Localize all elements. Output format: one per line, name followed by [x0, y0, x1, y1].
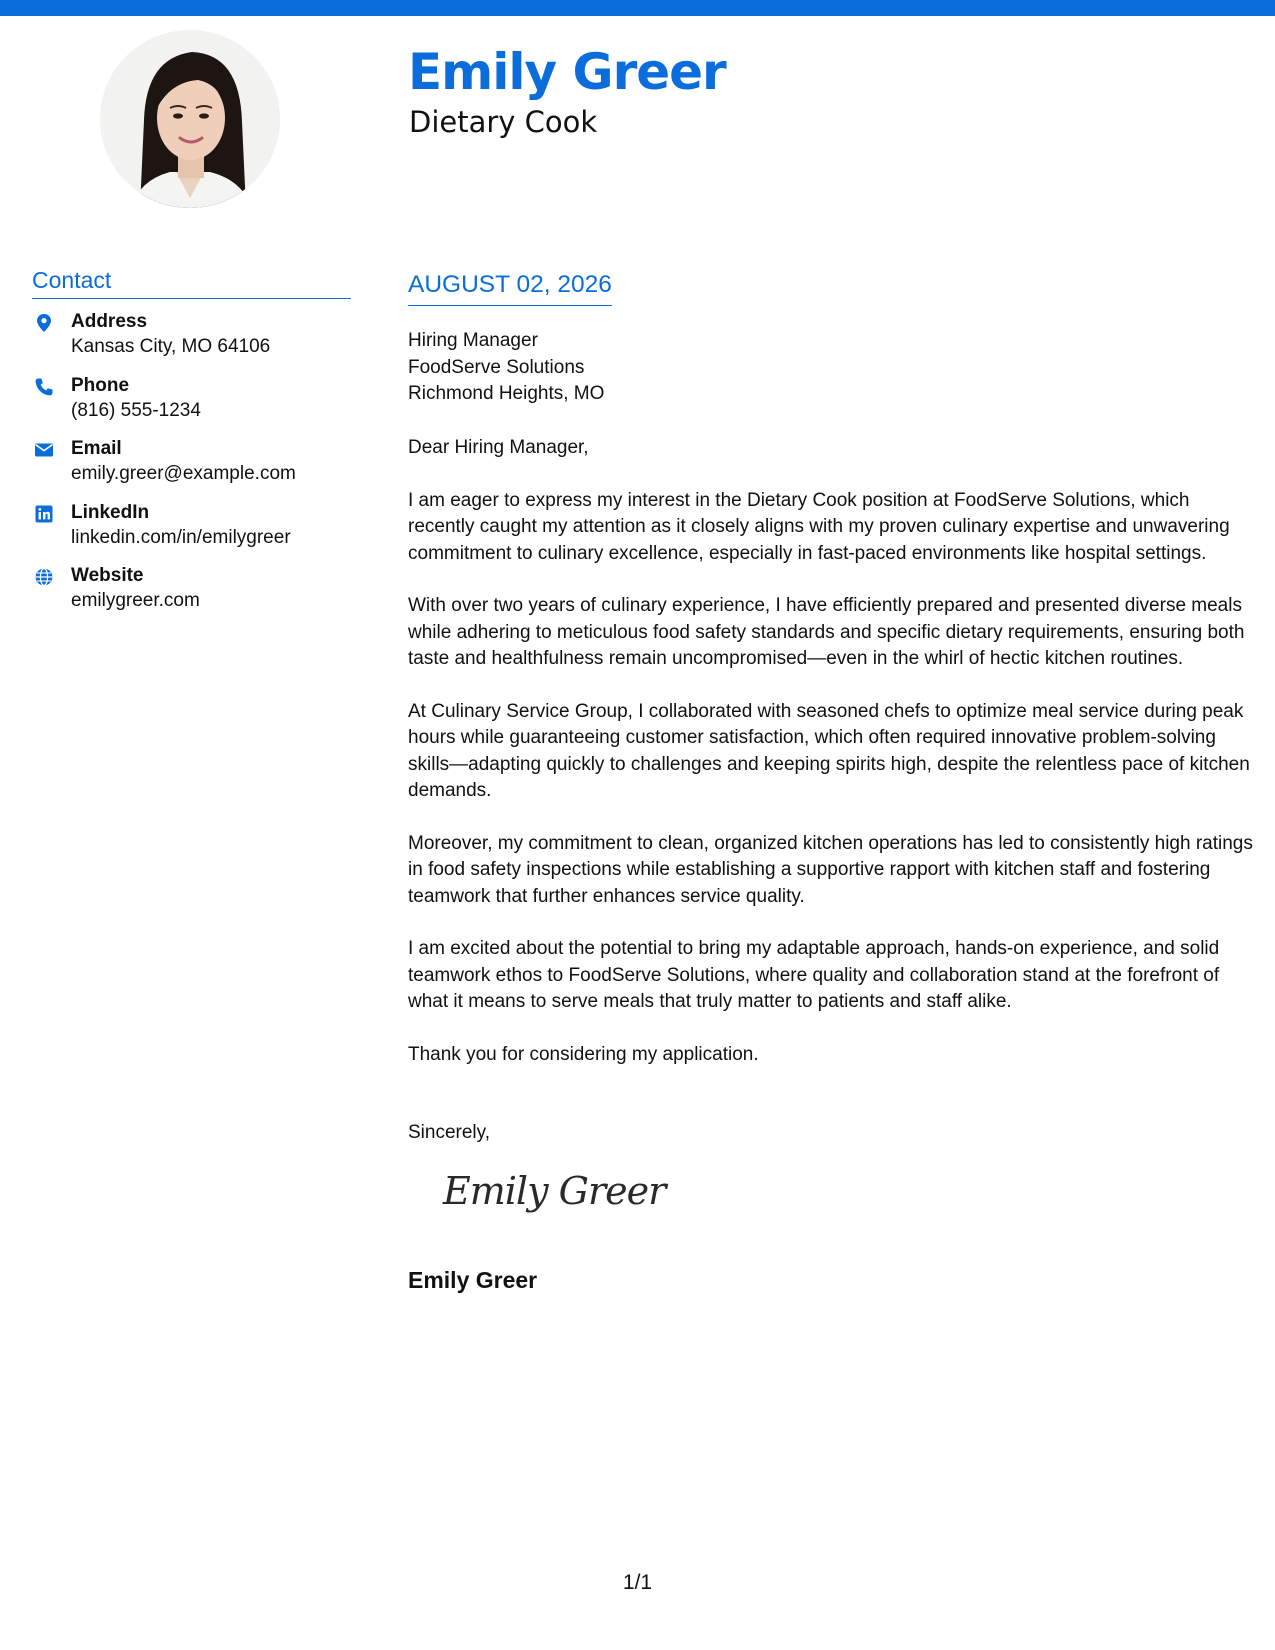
body-paragraph: Thank you for considering my application. — [408, 1043, 759, 1065]
contact-item-address — [32, 310, 351, 374]
contact-item-linkedin — [32, 501, 351, 565]
salutation: Dear Hiring Manager, — [408, 437, 589, 458]
candidate-name: Emily Greer — [408, 43, 726, 101]
map-pin-icon — [34, 313, 54, 333]
closing: Sincerely, — [408, 1122, 491, 1143]
globe-icon — [34, 567, 54, 587]
recipient-line: FoodServe Solutions — [408, 356, 585, 378]
body-paragraph: Moreover, my commitment to clean, organized kitchen operations has led to consistently high ratings in food safety inspections while establishing a supportive rapport with kitchen staff and fostering teamwork that further enhances service quality. — [408, 832, 1253, 907]
letter-date: AUGUST 02, 2026 — [408, 270, 612, 306]
recipient-block — [408, 328, 604, 408]
email-icon — [34, 440, 54, 460]
body-paragraph: At Culinary Service Group, I collaborated with seasoned chefs to optimize meal service during peak hours while guaranteeing customer satisfaction, which often required innovative problem-solving skills—adapting quickly to challenges and keeping spirits high, despite the relentless pace of kitchen demands. — [408, 700, 1250, 801]
contact-label: Email — [71, 438, 122, 459]
profile-photo — [100, 30, 280, 208]
recipient-line: Hiring Manager — [408, 330, 538, 351]
top-accent-bar — [0, 0, 1275, 16]
contact-item-website — [32, 564, 351, 628]
contact-item-email — [32, 437, 351, 501]
body-paragraph: With over two years of culinary experience, I have efficiently prepared and presented diverse meals while adhering to meticulous food safety standards and specific dietary requirements, ensuring both taste and healthfulness remain uncompromised—even in the whirl of hectic kitchen routines. — [408, 595, 1245, 669]
address-value: Kansas City, MO 64106 — [71, 336, 271, 357]
phone-icon — [34, 377, 54, 397]
website-value[interactable]: emilygreer.com — [71, 590, 200, 611]
body-paragraph: I am eager to express my interest in the Dietary Cook position at FoodServe Solutions, which recently caught my attention as it closely aligns with my proven culinary expertise and unwavering commitment to culinary excellence, especially in fast-paced environments like hospital settings. — [408, 489, 1230, 564]
email-value[interactable]: emily.greer@example.com — [71, 463, 296, 484]
letter-body — [408, 435, 1253, 1094]
contact-label: Address — [71, 311, 148, 332]
contact-heading: Contact — [32, 266, 351, 299]
contact-item-phone — [32, 374, 351, 438]
body-paragraph: I am excited about the potential to bring my adaptable approach, hands-on experience, and solid teamwork ethos to FoodServe Solutions, where quality and collaboration stand at the forefront of what it means to serve meals that truly matter to patients and staff alike. — [408, 938, 1220, 1012]
contact-label: Website — [71, 565, 144, 586]
page-number: 1/1 — [622, 1571, 653, 1594]
linkedin-value[interactable]: linkedin.com/in/emilygreer — [71, 526, 291, 548]
signer-name: Emily Greer — [408, 1267, 538, 1293]
contact-label: LinkedIn — [71, 501, 150, 523]
linkedin-icon — [34, 504, 54, 524]
signature: Emily Greer — [443, 1169, 666, 1213]
phone-value[interactable]: (816) 555-1234 — [71, 399, 201, 421]
contact-list — [32, 310, 351, 628]
job-title: Dietary Cook — [409, 105, 598, 139]
recipient-line: Richmond Heights, MO — [408, 383, 605, 404]
contact-label: Phone — [71, 374, 130, 396]
